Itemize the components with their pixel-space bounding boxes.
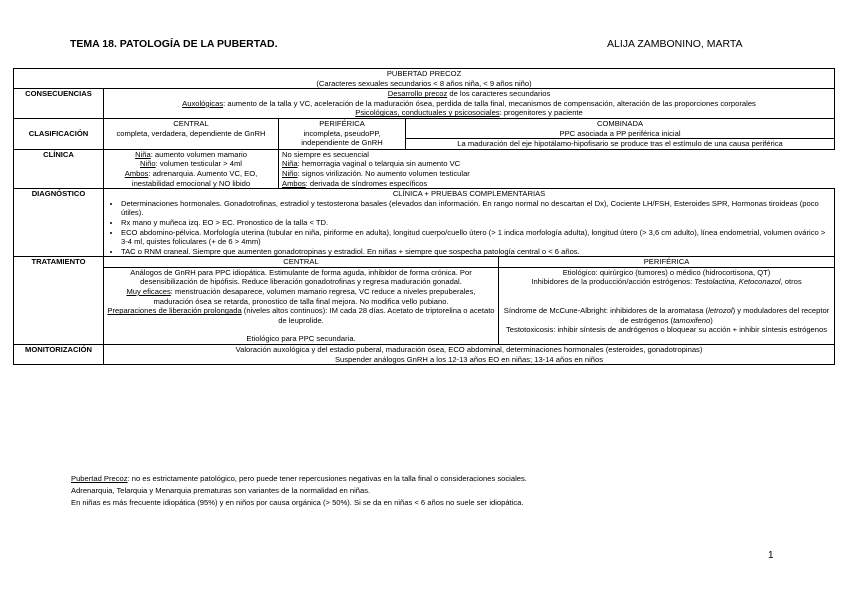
tratamiento-central: CENTRAL Análogos de GnRH para PPC idiopática. Estimulante de forma aguda, inhibidor de forma crónica. Por desensibilización de hipófisis. Reduce liberación gonadotrofinas y regresa maduración gonadal. Muy eficaces: menstruación desaparece, volumen mamario regresa, VC reduce a niveles prepuberales, maduración ósea se retarda, pronostico de talla final mejora. No modifica vello pubiano. Preparaciones de liberación prolongada (niveles altos continuos): IM cada 28 días. Acetato de triptorelina o acetato de leuprolide. Etiológico para PPC secundaria.	[104, 257, 499, 345]
diagnostico-title: CLÍNICA + PRUEBAS COMPLEMENTARIAS	[392, 189, 546, 199]
summary-table	[13, 68, 835, 365]
diagnostico-label: DIAGNÓSTICO	[14, 189, 104, 257]
consecuencias-label: CONSECUENCIAS	[14, 89, 104, 119]
monitorizacion-line-2: Suspender análogos GnRH a los 12-13 años EO en niñas; 13-14 años en niños	[334, 354, 604, 364]
table-title: PUBERTAD PRECOZ	[386, 69, 462, 78]
tratamiento-row	[14, 257, 835, 345]
consecuencias-line-3: Psicológicas, conductuales y psicosociales: progenitores y paciente	[355, 108, 583, 118]
list-item: • ECO abdomino-pélvica. Morfología uterina (tubular en niña, piriforme en adulta), longitud cuerpo/cuello útero (> 1 indica morfología adulta), longitud útero (> 3,6 cm adulto), línea endometrial, volumen ovárico > 3-4 ml, quistes foliculares (+ de 6 > 4mm)	[121, 228, 831, 247]
diagnostico-row	[14, 189, 835, 257]
consecuencias-line-1: Desarrollo precoz de los caracteres secundarios	[387, 89, 551, 99]
tratamiento-periferica: PERIFÉRICA Etiológico: quirúrgico (tumores) o médico (hidrocortisona, QT) Inhibidores de la producción/acción estrógenos: Testolactina, Ketoconazol, otros Síndrome de McCune-Albright: inhibidores de la aromatasa (letrozol) y moduladores del receptor de estrógenos (tamoxifeno) Testotoxicosis: inhibir síntesis de andrógenos o bloquear su acción + inhibir síntesis estrógenos	[499, 257, 835, 345]
document-title: TEMA 18. PATOLOGÍA DE LA PUBERTAD.	[70, 38, 278, 50]
tratamiento-label: TRATAMIENTO	[14, 257, 104, 345]
note-3: En niñas es más frecuente idiopática (95%) y en niños por causa orgánica (> 50%). Si se da en niñas < 6 años no suele ser idiopática.	[71, 498, 524, 507]
diagnostico-list	[107, 199, 831, 257]
list-item: • Rx mano y muñeca izq. EO > EC. Pronostico de la talla < TD.	[121, 218, 831, 228]
clasificacion-row	[14, 118, 835, 149]
clinica-periferica: No siempre es secuencial Niña: hemorragia vaginal o telarquia sin aumento VC Niño: signos virilización. No aumento volumen testicular Ambos: derivada de síndromes específicos	[279, 149, 835, 188]
table-subtitle: (Caracteres sexuales secundarios < 8 años niña, < 9 años niño)	[316, 78, 532, 88]
monitorizacion-line-1: Valoración auxológica y del estadio puberal, maduración ósea, ECO abdominal, determinaciones hormonales (esteroides, gonadotropinas)	[235, 345, 703, 355]
clasificacion-central: CENTRAL completa, verdadera, dependiente de GnRH	[104, 118, 279, 149]
monitorizacion-row	[14, 345, 835, 365]
title-row	[14, 69, 835, 89]
note-2: Adrenarquia, Telarquia y Menarquia prematuras son variantes de la normalidad en niñas.	[71, 486, 371, 495]
clasificacion-label: CLASIFICACIÓN	[14, 118, 104, 149]
clasificacion-combinada: COMBINADA PPC asociada a PP periférica inicial La maduración del eje hipotálamo-hipofisario se produce tras el estímulo de una causa periférica	[406, 118, 835, 149]
consecuencias-line-2: Auxológicas: aumento de la talla y VC, aceleración de la maduración ósea, perdida de talla final, mecanismos de compensación, alteración de las proporciones corporales	[182, 98, 756, 108]
list-item: • TAC o RNM craneal. Siempre que aumenten gonadotropinas y estradiol. En niñas + siempre que sospecha patología central o < 6 años.	[121, 247, 831, 257]
clinica-label: CLÍNICA	[14, 149, 104, 188]
page-number: 1	[768, 550, 774, 561]
consecuencias-row	[14, 89, 835, 119]
monitorizacion-label: MONITORIZACIÓN	[14, 345, 104, 365]
footnotes	[71, 473, 527, 509]
author-name: ALIJA ZAMBONINO, MARTA	[607, 38, 743, 50]
clinica-row	[14, 149, 835, 188]
clasificacion-periferica: PERIFÉRICA incompleta, pseudoPP, independiente de GnRH	[279, 118, 406, 149]
note-1: Pubertad Precoz: no es estrictamente patológico, pero puede tener repercusiones negativas en la talla final o consideraciones sociales.	[71, 474, 527, 483]
list-item: • Determinaciones hormonales. Gonadotrofinas, estradiol y testosterona basales (elevados dan información. En rango normal no descartan el Dx), Cociente LH/FSH, Esteroides SPR, Hormonas tiroideas (poco útiles).	[121, 199, 831, 218]
clinica-central: Niña: aumento volumen mamario Niño: volumen testicular > 4ml Ambos: adrenarquia. Aumento VC, EO, inestabilidad emocional y NO libido	[104, 149, 279, 188]
